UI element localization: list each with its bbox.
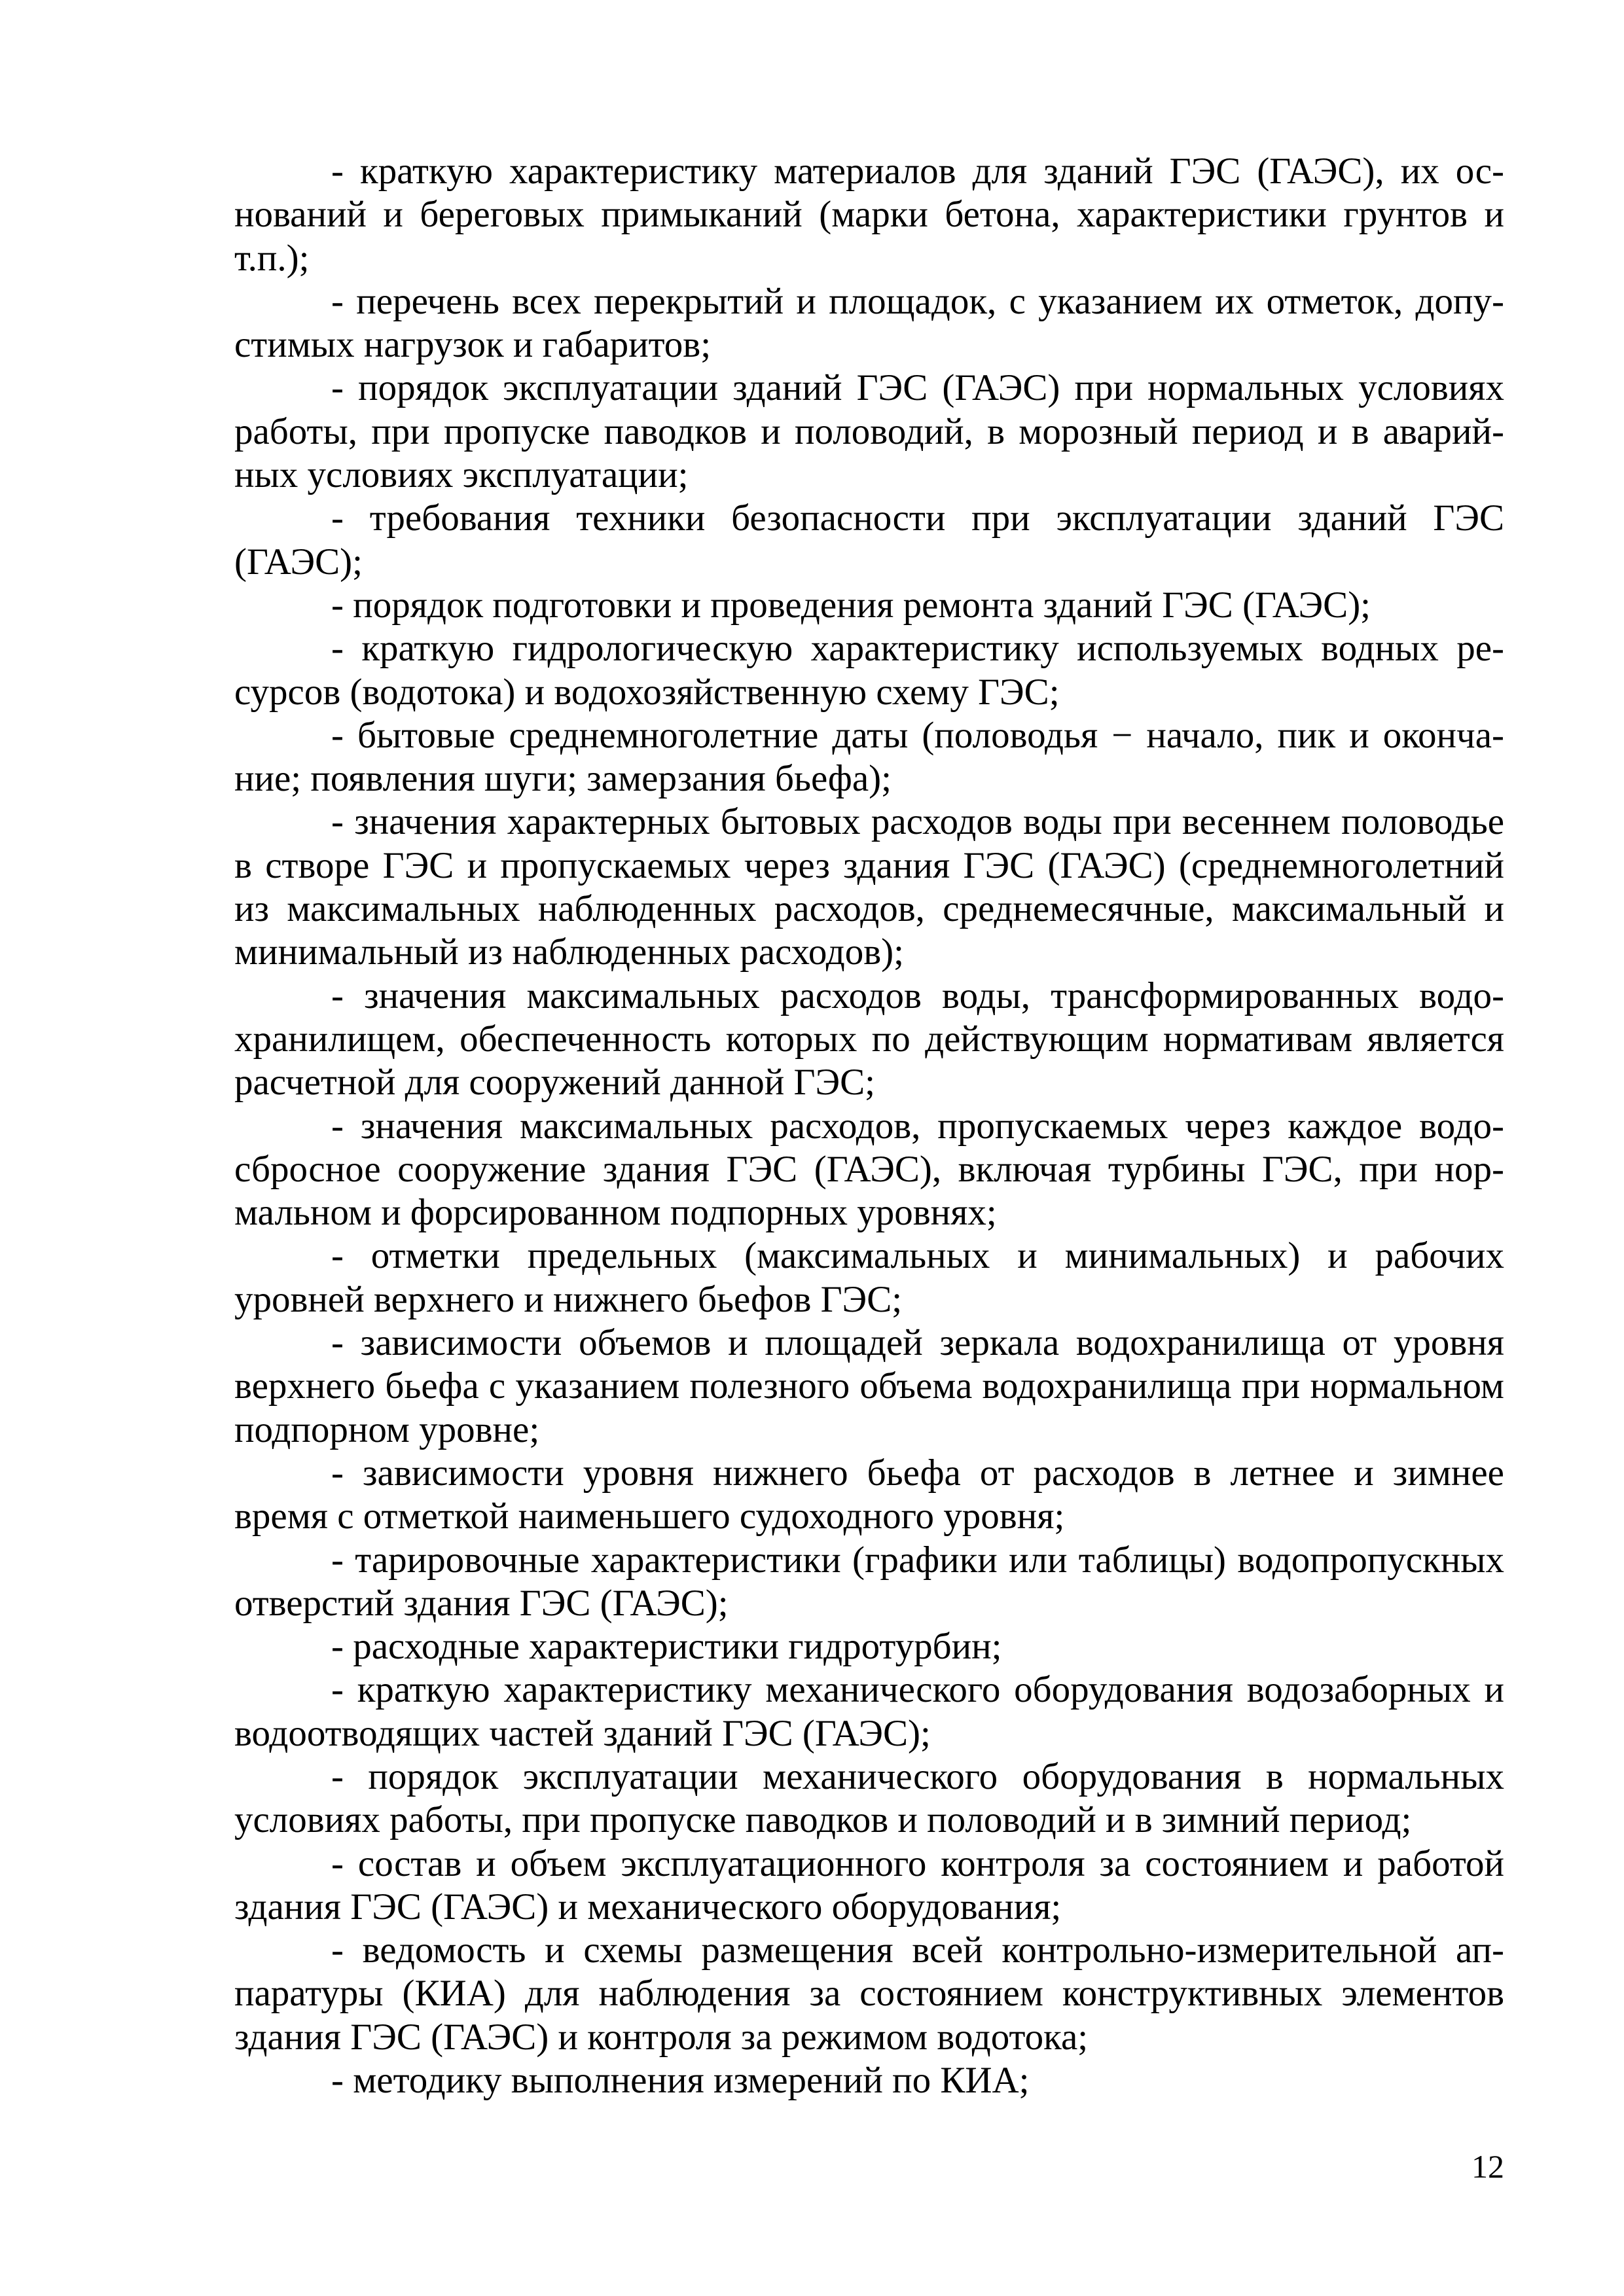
list-item-equipment-operation: - порядок эксплуатации механического оборудования в нормальных условиях работы, при пропуске паводков и половодий и в зимний период;	[234, 1755, 1504, 1841]
list-item-instrumentation-schemes: - ведомость и схемы размещения всей контрольно-измерительной аппаратуры (КИА) для наблюдения за состоянием конструктивных элементов здания ГЭС (ГАЭС) и контроля за режимом водотока;	[234, 1929, 1504, 2058]
page-number: 12	[1471, 2148, 1504, 2185]
list-item-rating-curves: - тарировочные характеристики (графики или таблицы) водопропускных отверстий здания ГЭС (ГАЭС);	[234, 1539, 1504, 1624]
document-body	[234, 150, 1504, 2102]
list-item-repair-procedure: - порядок подготовки и проведения ремонта зданий ГЭС (ГАЭС);	[331, 584, 1371, 626]
list-item-characteristic-discharges: - значения характерных бытовых расходов воды при весеннем половодье в створе ГЭС и пропускаемых через здания ГЭС (ГАЭС) (среднемноголетний из максимальных наблюденных расходов, среднемесячные, максимальный и минимальный из наблюденных расходов);	[234, 801, 1504, 973]
list-item-operational-monitoring: - состав и объем эксплуатационного контроля за состоянием и работой здания ГЭС (ГАЭС) и механического оборудования;	[234, 1842, 1504, 1928]
list-item-operation-procedure: - порядок эксплуатации зданий ГЭС (ГАЭС) при нормальных условиях работы, при пропуске паводков и половодий, в морозный период и в аварийных условиях эксплуатации;	[234, 367, 1504, 496]
list-item-safety-requirements: - требования техники безопасности при эксплуатации зданий ГЭС (ГАЭС);	[234, 497, 1504, 583]
list-item-water-levels: - отметки предельных (максимальных и минимальных) и рабочих уровней верхнего и нижнего бьефов ГЭС;	[234, 1235, 1504, 1320]
list-item-mechanical-equipment: - краткую характеристику механического оборудования водозаборных и водоотводящих частей зданий ГЭС (ГАЭС);	[234, 1669, 1504, 1754]
list-item-natural-dates: - бытовые среднемноголетние даты (половодья − начало, пик и окончание; появления шуги; замерзания бьефа);	[234, 714, 1504, 800]
list-item-hydrological-characteristics: - краткую гидрологическую характеристику используемых водных ресурсов (водотока) и водохозяйственную схему ГЭС;	[234, 628, 1504, 713]
list-item-spillway-discharges: - значения максимальных расходов, пропускаемых через каждое водосбросное сооружение здания ГЭС (ГАЭС), включая турбины ГЭС, при нормальном и форсированном подпорных уровнях;	[234, 1105, 1504, 1234]
list-item-tailwater-dependence: - зависимости уровня нижнего бьефа от расходов в летнее и зимнее время с отметкой наименьшего судоходного уровня;	[234, 1452, 1504, 1537]
list-item-materials: - краткую характеристику материалов для зданий ГЭС (ГАЭС), их оснований и береговых примыканий (марки бетона, характеристики грунтов и т.п.);	[234, 151, 1504, 279]
list-item-measurement-methods: - методику выполнения измерений по КИА;	[331, 2060, 1030, 2102]
list-item-floors-platforms: - перечень всех перекрытий и площадок, с указанием их отметок, допустимых нагрузок и габаритов;	[234, 280, 1504, 366]
list-item-reservoir-volume: - зависимости объемов и площадей зеркала водохранилища от уровня верхнего бьефа с указанием полезного объема водохранилища при нормальном подпорном уровне;	[234, 1322, 1504, 1450]
list-item-turbine-discharge: - расходные характеристики гидротурбин;	[331, 1626, 1002, 1668]
list-item-maximum-discharges: - значения максимальных расходов воды, трансформированных водохранилищем, обеспеченность которых по действующим нормативам является расчетной для сооружений данной ГЭС;	[234, 975, 1504, 1103]
